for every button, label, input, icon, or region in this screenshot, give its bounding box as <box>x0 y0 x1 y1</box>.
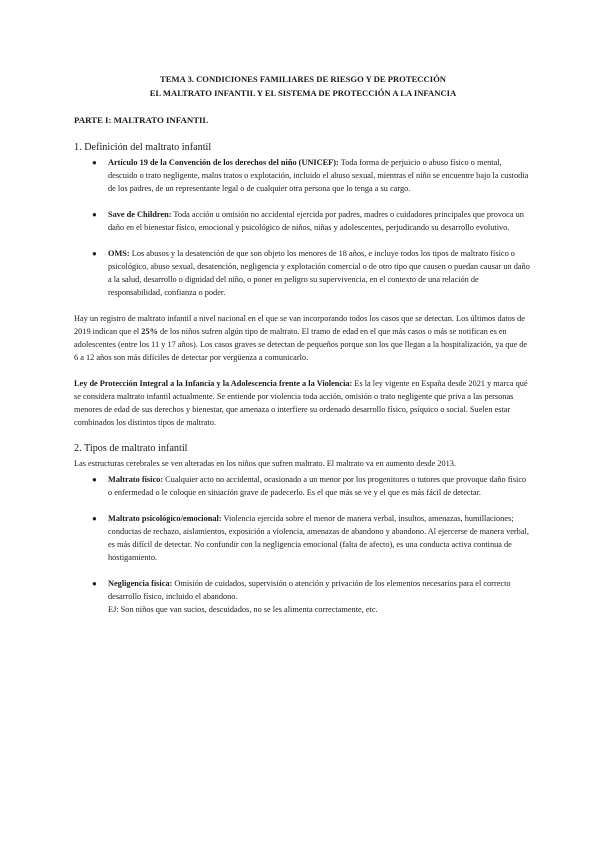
bullet-icon: ● <box>92 210 97 219</box>
list-item <box>74 208 532 234</box>
title-line-1: TEMA 3. CONDICIONES FAMILIARES DE RIESGO Y DE PROTECCIÓN <box>160 74 446 84</box>
list-item <box>74 473 532 499</box>
document-title <box>74 72 532 100</box>
type-text: Omisión de cuidados, supervisión o atención y privación de los elementos necesarios para el correcto desarrollo físico, incluido el abandono. <box>108 579 511 601</box>
list-item <box>74 247 532 299</box>
type-text: Violencia ejercida sobre el menor de manera verbal, insultos, amenazas, humillaciones; conductas de rechazo, aislamientos, exposición a violencia, amenazas de abandono y abandono. Al ejercerse de manera verbal, es más difícil de detectar. No confundir con la negligencia emocional (falta de afecto), es una conducta activa continua de hostigamiento. <box>108 514 529 562</box>
list-item <box>74 156 532 195</box>
section-2-list <box>74 473 532 616</box>
law-paragraph <box>74 377 532 429</box>
statistics-paragraph <box>74 312 532 364</box>
definition-text: Los abusos y la desatención de que son objeto los menores de 18 años, e incluye todos los tipos de maltrato físico o psicológico, abuso sexual, desatención, negligencia y explotación comercial o de otro tipo que causen o puedan causar un daño a la salud, desarrollo o dignidad del niño, o poner en peligro su supervivencia, en el contexto de una relación de responsabilidad, confianza o poder. <box>108 249 530 297</box>
bullet-icon: ● <box>92 579 97 588</box>
title-line-2: EL MALTRATO INFANTIL Y EL SISTEMA DE PROTECCIÓN A LA INFANCIA <box>149 88 457 98</box>
example-text: EJ: Son niños que van sucios, descuidados, no se les alimenta correctamente, etc. <box>108 605 378 614</box>
type-text: Cualquier acto no accidental, ocasionado a un menor por los progenitores o tutores que provoque daño físico o enfermedad o le coloque en situación grave de padecerlo. Es el que más se ve y el que es más fácil de detectar. <box>108 475 527 497</box>
section-1-heading: 1. Definición del maltrato infantil <box>74 142 212 153</box>
definition-term: Artículo 19 de la Convención de los derechos del niño (UNICEF): <box>108 158 339 167</box>
list-item <box>74 577 532 616</box>
type-term: Maltrato psicológico/emocional: <box>108 514 222 523</box>
bullet-icon: ● <box>92 249 97 258</box>
bullet-icon: ● <box>92 514 97 523</box>
part-heading: PARTE I: MALTRATO INFANTIL <box>74 115 209 125</box>
law-name: Ley de Protección Integral a la Infancia y la Adolescencia frente a la Violencia: <box>74 379 353 388</box>
section-2-heading: 2. Tipos de maltrato infantil <box>74 443 188 454</box>
list-item <box>74 512 532 564</box>
definition-term: Save de Children: <box>108 210 172 219</box>
paragraph-text: Es la ley vigente en España desde 2021 y marca qué se considera maltrato infantil actualmente. Se entiende por violencia toda acción, omisión o trato negligente que priva a las personas menores de edad de sus derechos y bienestar, que amenaza o interfiere su ordenado desarrollo físico, psíquico o social. Suelen estar combinados los distintos tipos de maltrato. <box>74 379 528 427</box>
section-1-list <box>74 156 532 299</box>
type-term: Negligencia física: <box>108 579 173 588</box>
section-2-intro: Las estructuras cerebrales se ven alteradas en los niños que sufren maltrato. El maltrato va en aumento desde 2013. <box>74 459 456 468</box>
definition-text: Toda acción u omisión no accidental ejercida por padres, madres o cuidadores principales que provoca un daño en el bienestar físico, emocional y psicológico de niños, niñas y adolescentes, perjudicando su desarrollo evolutivo. <box>108 210 524 232</box>
paragraph-text: Hay un registro de maltrato infantil a nivel nacional en el que se van incorporando todos los casos que se detectan. Los últimos datos de 2019 indican que el <box>74 314 525 336</box>
bullet-icon: ● <box>92 158 97 167</box>
definition-term: OMS: <box>108 249 130 258</box>
bullet-icon: ● <box>92 475 97 484</box>
type-term: Maltrato físico: <box>108 475 164 484</box>
paragraph-text: de los niños sufren algún tipo de maltrato. El tramo de edad en el que más casos o más se notifican es en adolescentes (entre los 11 y 17 años). Los casos graves se detectan de pequeños porque son los que llegan a la hospitalización, ya que de 6 a 12 años son más difíciles de detectar por vergüenza a comunicarlo. <box>74 327 528 362</box>
statistic-value: 25% <box>141 327 158 336</box>
definition-text: Toda forma de perjuicio o abuso físico o mental, descuido o trato negligente, malos tratos o explotación, incluido el abuso sexual, mientras el niño se encuentre bajo la custodia de los padres, de un representante legal o de cualquier otra persona que lo tenga a su cargo. <box>108 158 529 193</box>
